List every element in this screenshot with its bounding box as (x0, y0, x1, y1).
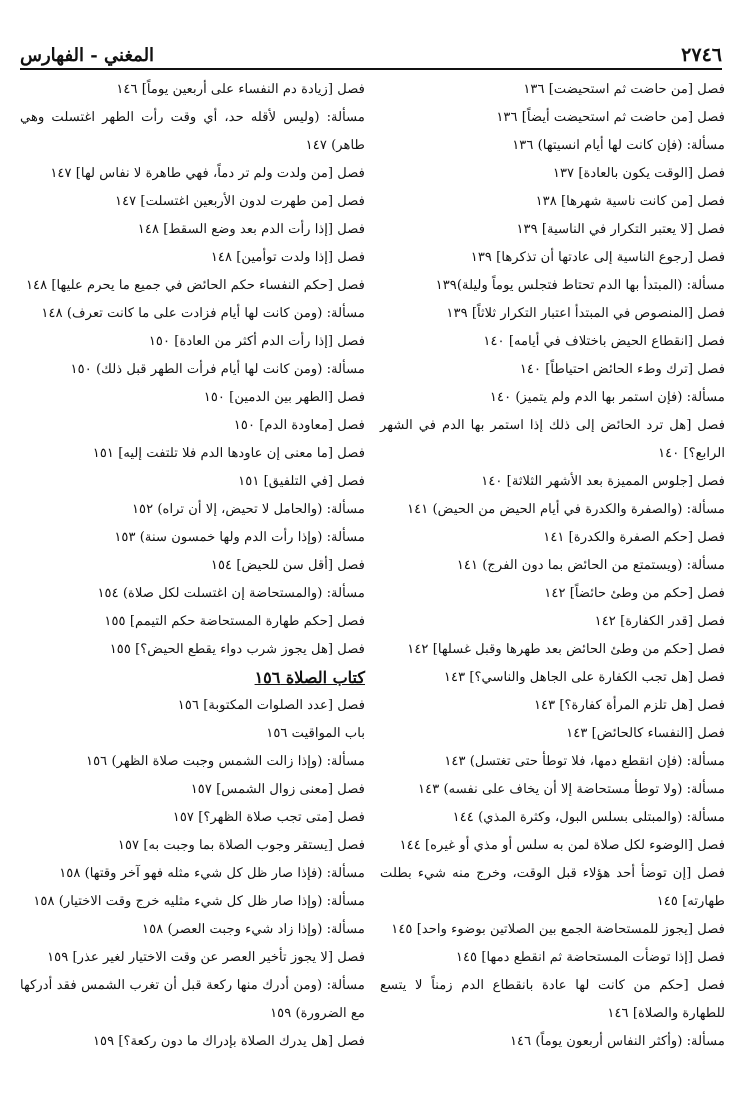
index-entry: فصل [الوقت يكون بالعادة] ١٣٧ (552, 166, 725, 181)
index-entry: فصل [إذا ولدت توأمين] ١٤٨ (210, 250, 365, 265)
index-entry: مسألة: (ومن كانت لها أيام فزادت على ما كانت تعرف) ١٤٨ (41, 306, 365, 321)
index-entry: فصل [جلوس المميزة بعد الأشهر الثلاثة] ١٤٠ (481, 474, 725, 489)
index-entry: فصل [قدر الكفارة] ١٤٢ (594, 614, 725, 629)
index-entry: فصل [هل تجب الكفارة على الجاهل والناسي؟] ١٤٣ (443, 670, 725, 685)
index-entry: مسألة: (ولا توطأ مستحاضة إلا أن يخاف على نفسه) ١٤٣ (418, 782, 725, 797)
index-entry: فصل [في التلفيق] ١٥١ (238, 474, 365, 489)
index-entry: فصل [ما معنى إن عاودها الدم فلا تلتفت إليه] ١٥١ (92, 446, 365, 461)
index-entry: باب المواقيت ١٥٦ (266, 726, 365, 741)
index-entry: مسألة: (والمبتلى بسلس البول، وكثرة المذي) ١٤٤ (452, 810, 725, 825)
index-entry: فصل [حكم النفساء حكم الحائض في جميع ما يحرم عليها] ١٤٨ (25, 278, 365, 293)
index-entry: مسألة: (وليس لأقله حد، أي وقت رأت الطهر اغتسلت وهي طاهر) ١٤٧ (20, 110, 365, 153)
index-entry: فصل [حكم الصفرة والكدرة] ١٤١ (543, 530, 725, 545)
index-entry: مسألة: (فإن انقطع دمها، فلا توطأ حتى تغتسل) ١٤٣ (444, 754, 725, 769)
index-entry: مسألة: (وأكثر النفاس أربعون يوماً) ١٤٦ (509, 1034, 725, 1049)
index-entry: فصل [معنى زوال الشمس] ١٥٧ (190, 782, 365, 797)
index-entry: فصل [انقطاع الحيض باختلاف في أيامه] ١٤٠ (483, 334, 725, 349)
index-entry: فصل [يستقر وجوب الصلاة بما وجبت به] ١٥٧ (117, 838, 365, 853)
index-entry: فصل [زيادة دم النفساء على أربعين يوماً] ١٤٦ (116, 82, 365, 97)
index-entry: مسألة: (ومن كانت لها أيام فرأت الطهر قبل ذلك) ١٥٠ (70, 362, 365, 377)
index-entry: فصل [ترك وطء الحائض احتياطاً] ١٤٠ (519, 362, 725, 377)
header-rule (20, 68, 722, 70)
index-entry: فصل [هل يجوز شرب دواء يقطع الحيض؟] ١٥٥ (109, 642, 365, 657)
index-entry: فصل [من طهرت لدون الأربعين اغتسلت] ١٤٧ (114, 194, 365, 209)
index-entry: فصل [هل يدرك الصلاة بإدراك ما دون ركعة؟] ١٥٩ (92, 1034, 365, 1049)
index-entry: فصل [من ولدت ولم تر دماً، فهي طاهرة لا نفاس لها] ١٤٧ (50, 166, 365, 181)
index-entry: مسألة: (فإن استمر بها الدم ولم يتميز) ١٤٠ (489, 390, 725, 405)
index-entry: فصل [إذا رأت الدم أكثر من العادة] ١٥٠ (148, 334, 365, 349)
index-entry: فصل [من حاضت ثم استحيضت أيضاً] ١٣٦ (496, 110, 725, 125)
index-entry: فصل [إن توضأ أحد هؤلاء قبل الوقت، وخرج منه شيء بطلت طهارته] ١٤٥ (380, 866, 725, 909)
index-entry: مسألة: (والمستحاضة إن اغتسلت لكل صلاة) ١٥٤ (97, 586, 365, 601)
index-entry: فصل [حكم من كانت لها عادة بانقطاع الدم زمناً لا يتسع للطهارة والصلاة] ١٤٦ (380, 978, 725, 1021)
index-entry: فصل [هل ترد الحائض إلى ذلك إذا استمر بها الدم في الشهر الرابع؟] ١٤٠ (380, 418, 725, 461)
index-entry: فصل [معاودة الدم] ١٥٠ (233, 418, 365, 433)
index-entry: فصل [النفساء كالحائض] ١٤٣ (566, 726, 725, 741)
index-entry: فصل [يجوز للمستحاضة الجمع بين الصلاتين بوضوء واحد] ١٤٥ (391, 922, 725, 937)
index-entry: فصل [المنصوص في المبتدأ اعتبار التكرار ثلاثاً] ١٣٩ (446, 306, 725, 321)
index-entry: مسألة: (والصفرة والكدرة في أيام الحيض من الحيض) ١٤١ (407, 502, 725, 517)
index-entry: فصل [متى تجب صلاة الظهر؟] ١٥٧ (172, 810, 365, 825)
index-column-right (380, 76, 725, 1056)
index-entry: فصل [أقل سن للحيض] ١٥٤ (210, 558, 365, 573)
index-entry: مسألة: (فإن كانت لها أيام انسيتها) ١٣٦ (512, 138, 725, 153)
index-entry: فصل [من حاضت ثم استحيضت] ١٣٦ (523, 82, 725, 97)
index-entry: فصل [رجوع الناسية إلى عادتها أن تذكرها] ١٣٩ (470, 250, 725, 265)
index-entry: مسألة: (والحامل لا تحيض، إلا أن تراه) ١٥٢ (131, 502, 365, 517)
index-entry: فصل [إذا رأت الدم بعد وضع السقط] ١٤٨ (137, 222, 365, 237)
index-entry: فصل [الطهر بين الدمين] ١٥٠ (203, 390, 365, 405)
index-entry: فصل [من كانت ناسية شهرها] ١٣٨ (535, 194, 725, 209)
index-entry: مسألة: (وإذا زاد شيء وجبت العصر) ١٥٨ (142, 922, 365, 937)
running-title: المغني - الفهارس (20, 45, 155, 66)
index-entry: فصل [لا يجوز تأخير العصر عن وقت الاختيار لغير عذر] ١٥٩ (47, 950, 365, 965)
index-entry: فصل [عدد الصلوات المكتوبة] ١٥٦ (177, 698, 365, 713)
index-entry: مسألة: (وإذا زالت الشمس وجبت صلاة الظهر) ١٥٦ (86, 754, 365, 769)
index-entry: مسألة: (ويستمتع من الحائض بما دون الفرج) ١٤١ (456, 558, 725, 573)
index-column-left (20, 76, 365, 1056)
index-entry: مسألة: (المبتدأ بها الدم تحتاط فتجلس يوماً وليلة)١٣٩ (435, 278, 725, 293)
index-section-heading: كتاب الصلاة ١٥٦ (254, 668, 365, 687)
page-header (20, 36, 722, 66)
index-entry: فصل [لا يعتبر التكرار في الناسية] ١٣٩ (516, 222, 725, 237)
index-entry: مسألة: (ومن أدرك منها ركعة قبل أن تغرب الشمس فقد أدركها مع الضرورة) ١٥٩ (20, 978, 365, 1021)
index-entry: فصل [حكم من وطئ الحائض بعد طهرها وقبل غسلها] ١٤٢ (407, 642, 725, 657)
index-entry: فصل [حكم طهارة المستحاضة حكم التيمم] ١٥٥ (104, 614, 365, 629)
index-entry: مسألة: (وإذا صار ظل كل شيء مثليه خرج وقت الاختيار) ١٥٨ (33, 894, 365, 909)
index-entry: فصل [هل تلزم المرأة كفارة؟] ١٤٣ (533, 698, 725, 713)
index-entry: فصل [حكم من وطئ حائضاً] ١٤٢ (544, 586, 725, 601)
index-entry: مسألة: (وإذا رأت الدم ولها خمسون سنة) ١٥٣ (114, 530, 365, 545)
index-entry: فصل [الوضوء لكل صلاة لمن به سلس أو مذي أو غيره] ١٤٤ (399, 838, 725, 853)
index-entry: فصل [إذا توضأت المستحاضة ثم انقطع دمها] ١٤٥ (455, 950, 725, 965)
index-entry: مسألة: (فإذا صار ظل كل شيء مثله فهو آخر وقتها) ١٥٨ (59, 866, 365, 881)
page-number: ٢٧٤٦ (681, 44, 722, 66)
